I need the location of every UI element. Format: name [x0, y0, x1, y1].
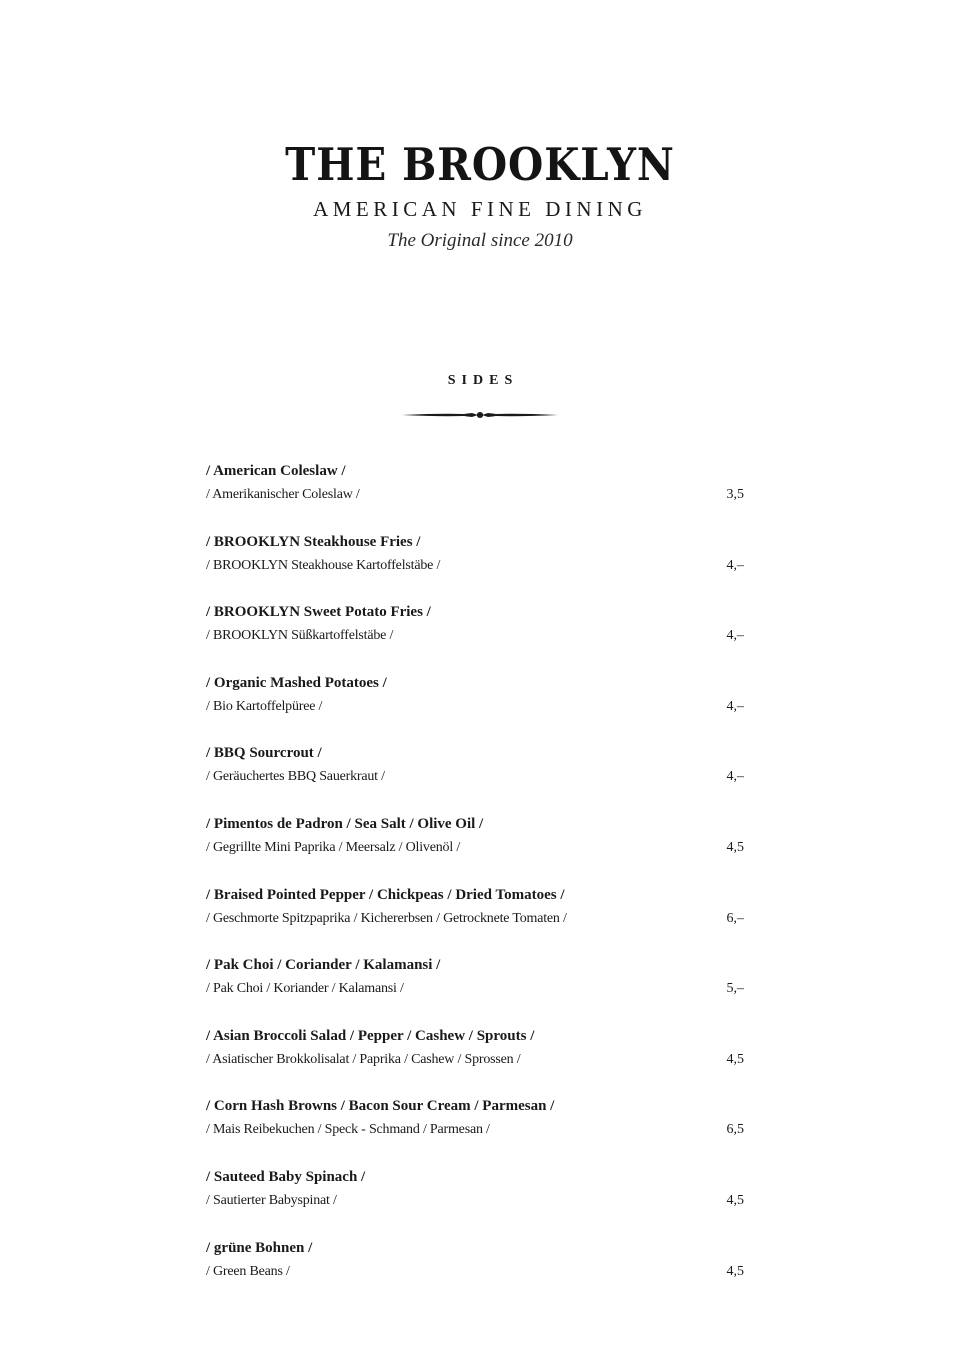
item-price: 4,–	[726, 769, 744, 785]
item-name: / Braised Pointed Pepper / Chickpeas / Dried Tomatoes /	[206, 886, 565, 903]
menu-item	[206, 884, 746, 955]
restaurant-logo: THE BROOKLYN	[285, 138, 675, 191]
menu-item	[206, 954, 746, 1025]
item-name: / BROOKLYN Steakhouse Fries /	[206, 533, 421, 550]
item-description: / Sautierter Babyspinat /	[206, 1192, 337, 1208]
item-description: / Geschmorte Spitzpaprika / Kichererbsen / Getrocknete Tomaten /	[206, 910, 567, 926]
menu-item	[206, 742, 746, 813]
item-name: / Sauteed Baby Spinach /	[206, 1168, 366, 1185]
section-title: SIDES	[447, 373, 519, 388]
item-price: 4,5	[726, 839, 744, 855]
restaurant-subtitle: AMERICAN FINE DINING	[313, 197, 647, 221]
menu-item	[206, 1166, 746, 1237]
item-description: / BROOKLYN Süßkartoffelstäbe /	[206, 628, 394, 644]
item-name: / American Coleslaw /	[206, 463, 346, 479]
item-price: 3,5	[726, 487, 744, 502]
item-name: / BROOKLYN Sweet Potato Fries /	[206, 604, 431, 621]
item-price: 4,5	[726, 1051, 744, 1067]
item-price: 4,–	[726, 628, 744, 644]
menu-item	[206, 1095, 746, 1166]
item-description: / Bio Kartoffelpüree /	[206, 698, 323, 714]
item-price: 6,–	[726, 910, 744, 926]
item-description: / Mais Reibekuchen / Speck - Schmand / Parmesan /	[206, 1122, 490, 1138]
item-name: / Pimentos de Padron / Sea Salt / Olive Oil /	[206, 815, 484, 832]
menu-header	[0, 138, 960, 253]
item-description: / Green Beans /	[206, 1263, 290, 1279]
item-price: 4,–	[726, 698, 744, 714]
menu-item	[206, 601, 746, 672]
item-description: / Amerikanischer Coleslaw /	[206, 487, 360, 502]
item-description: / Asiatischer Brokkolisalat / Paprika / Cashew / Sprossen /	[206, 1051, 521, 1067]
item-price: 5,–	[726, 981, 744, 997]
ornament-divider	[400, 408, 560, 422]
menu-item	[206, 460, 746, 531]
menu-item	[206, 813, 746, 884]
item-name: / grüne Bohnen /	[206, 1239, 313, 1256]
item-description: / Geräuchertes BBQ Sauerkraut /	[206, 769, 385, 785]
item-description: / Pak Choi / Koriander / Kalamansi /	[206, 981, 404, 997]
item-description: / Gegrillte Mini Paprika / Meersalz / Olivenöl /	[206, 839, 461, 855]
sides-list	[206, 460, 746, 1307]
menu-item	[206, 1025, 746, 1096]
item-name: / Organic Mashed Potatoes /	[206, 674, 387, 691]
item-price: 6,5	[726, 1122, 744, 1138]
item-name: / Asian Broccoli Salad / Pepper / Cashew / Sprouts /	[206, 1027, 535, 1044]
restaurant-tagline: The Original since 2010	[387, 230, 573, 251]
item-name: / Corn Hash Browns / Bacon Sour Cream / Parmesan /	[206, 1098, 555, 1115]
item-description: / BROOKLYN Steakhouse Kartoffelstäbe /	[206, 557, 441, 573]
item-name: / BBQ Sourcrout /	[206, 745, 322, 762]
menu-item	[206, 672, 746, 743]
menu-item	[206, 1237, 746, 1308]
item-price: 4,5	[726, 1192, 744, 1208]
menu-item	[206, 531, 746, 602]
item-name: / Pak Choi / Coriander / Kalamansi /	[206, 957, 441, 974]
item-price: 4,–	[726, 557, 744, 573]
item-price: 4,5	[726, 1263, 744, 1279]
